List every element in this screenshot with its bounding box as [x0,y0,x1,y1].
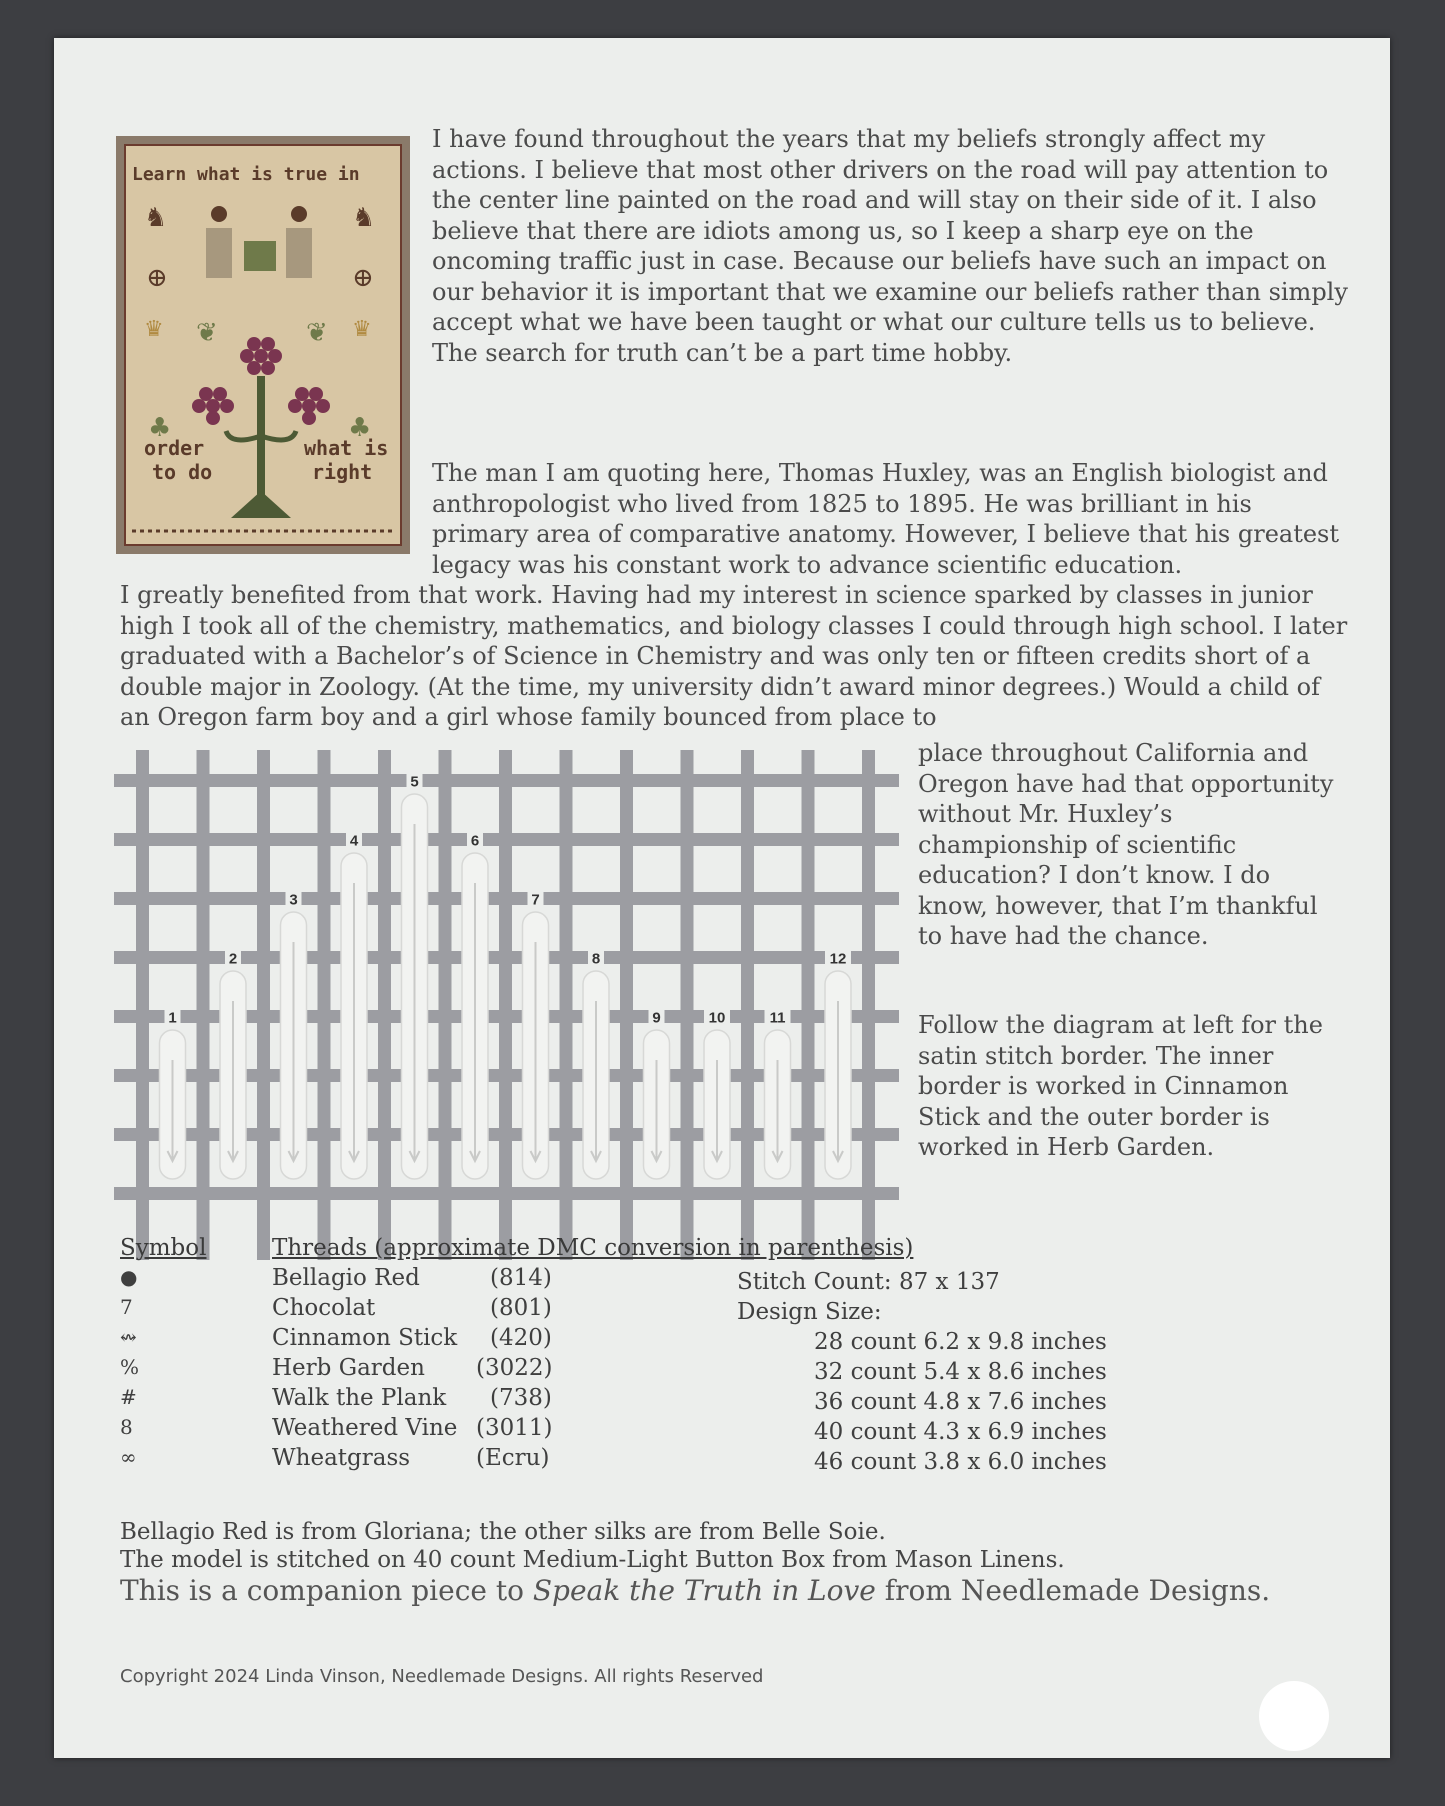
design-size-row: 32 count 5.4 x 8.6 inches [814,1359,1107,1385]
design-size-row: 28 count 6.2 x 9.8 inches [814,1329,1107,1355]
grid-column [620,750,633,1260]
sampler-word-whatis: what is [304,436,389,460]
thread-dmc: (3011) [476,1415,553,1441]
thread-name: Wheatgrass [272,1445,411,1471]
sampler-word-order: order [144,436,205,460]
sampler-photo [116,136,410,554]
thread-dmc: (814) [490,1265,552,1291]
paragraph-beliefs: I have found throughout the years that my beliefs strongly affect my actions. I believe that most other drivers on the road will pay attention to the center line painted on the road and will stay on their side of it. I also believe that there are idiots among us, so I keep a sharp eye on the oncoming traffic just in case. Because our beliefs have such an impact on our behavior it is important that we examine our beliefs rather than simply accept what we have been taught or what our culture tells us to believe. The search for truth can’t be a part time hobby. [432,125,1348,367]
paragraph-huxley: The man I am quoting here, Thomas Huxley, was an English biologist and anthropologist who lived from 1825 to 1895. He was brilliant in his primary area of comparative anatomy. However, I believe that his greatest legacy was his constant work to advance scientific education. [432,459,1340,579]
svg-text:⊕: ⊕ [146,263,168,293]
svg-text:♣: ♣ [348,413,372,443]
paragraph-opportunity: place throughout California and Oregon have had that opportunity without Mr. Huxley’s championship of scientific education? I don’t know. I do know, however, that I’m thankful to have had the chance. [918,739,1334,950]
sampler-word-todo: to do [152,460,213,484]
stitch-number: 6 [470,832,480,850]
sampler-motifs [126,146,400,544]
pattern-page [54,38,1390,1758]
grid-column [136,750,149,1260]
grid-row [114,774,899,787]
stitch-number: 8 [591,950,601,968]
grid-column [257,750,270,1260]
svg-text:⊕: ⊕ [352,263,374,293]
paragraph-diagram-instructions: Follow the diagram at left for the satin stitch border. The inner border is worked in Cinnamon Stick and the outer border is worked in Herb Garden. [918,1011,1323,1161]
svg-text:♛: ♛ [352,317,372,342]
satin-stitch-diagram [114,750,904,1270]
thread-symbol: % [120,1355,140,1379]
thread-name: Cinnamon Stick [272,1325,458,1351]
symbol-header: Symbol [120,1235,207,1261]
model-note: The model is stitched on 40 count Medium-Light Button Box from Mason Linens. [120,1547,1065,1573]
silks-note: Bellagio Red is from Gloriana; the other silks are from Belle Soie. [120,1519,886,1545]
stitch-number: 3 [289,891,298,909]
sampler-fabric [124,144,402,546]
thread-symbol: # [120,1385,137,1409]
thread-symbol: 8 [120,1415,133,1439]
design-size-row: 36 count 4.8 x 7.6 inches [814,1389,1107,1415]
thread-dmc: (3022) [476,1355,553,1381]
stitch-number: 5 [410,773,419,791]
materials-notes [120,1518,1320,1608]
stitch-number: 10 [708,1009,726,1027]
threads-header: Threads (approximate DMC conversion in parenthesis) [272,1235,914,1261]
grid-column [741,750,754,1260]
design-size-label: Design Size: [737,1299,882,1325]
stitch-number: 2 [228,950,238,968]
thread-symbol: ● [120,1265,138,1289]
svg-text:♞: ♞ [144,203,168,233]
stitch-number: 7 [531,891,540,909]
grid-column [499,750,512,1260]
stitch-count: Stitch Count: 87 x 137 [737,1269,1000,1295]
stitch-grid [114,750,904,1270]
stitch-number: 1 [168,1009,177,1027]
design-size-row: 40 count 4.3 x 6.9 inches [814,1419,1107,1445]
svg-text:♣: ♣ [148,413,172,443]
overlay-dot [1259,1681,1329,1751]
thread-dmc: (Ecru) [476,1445,550,1471]
grid-row [114,892,899,905]
stitch-number: 11 [769,1009,786,1027]
companion-note [120,1574,1320,1608]
stitch-number: 4 [349,832,359,850]
svg-text:♞: ♞ [352,203,376,233]
stitch-number: 9 [652,1009,661,1027]
thread-name: Bellagio Red [272,1265,420,1291]
design-size-row: 46 count 3.8 x 6.0 inches [814,1449,1107,1475]
grid-column [439,750,452,1260]
thread-name: Weathered Vine [272,1415,458,1441]
sampler-motto-top: Learn what is true in [132,164,360,185]
thread-symbol: ↭ [120,1325,137,1349]
svg-text:❦: ❦ [306,318,328,348]
grid-column [318,750,331,1260]
grid-row [114,833,899,846]
grid-column [560,750,573,1260]
sampler-word-right: right [312,460,373,484]
grid-column [862,750,875,1260]
stitch-number: 12 [829,950,847,968]
svg-text:♛: ♛ [144,317,164,342]
companion-text-start: This is a companion piece to [120,1574,533,1607]
thread-dmc: (420) [490,1325,552,1351]
grid-column [681,750,694,1260]
svg-text:❦: ❦ [196,318,218,348]
grid-column [378,750,391,1260]
thread-name: Walk the Plank [272,1385,447,1411]
thread-dmc: (801) [490,1295,552,1321]
thread-name: Chocolat [272,1295,376,1321]
thread-dmc: (738) [490,1385,552,1411]
copyright-notice: Copyright 2024 Linda Vinson, Needlemade Designs. All rights Reserved [120,1666,764,1687]
paragraph-education: I greatly benefited from that work. Having had my interest in science sparked by classes in junior high I took all of the chemistry, mathematics, and biology classes I could through high school. I later graduated with a Bachelor’s of Science in Chemistry and was only ten or fifteen credits short of a double major in Zoology. (At the time, my university didn’t award minor degrees.) Would a child of an Oregon farm boy and a girl whose family bounced from place to [120,581,1348,731]
threads-legend [120,1235,1320,1535]
thread-symbol: 7 [120,1295,133,1319]
grid-row [114,1187,899,1200]
grid-column [802,750,815,1260]
grid-column [197,750,210,1260]
companion-text-end: from Needlemade Designs. [875,1574,1271,1607]
thread-name: Herb Garden [272,1355,425,1381]
thread-symbol: ∞ [120,1445,137,1469]
companion-title: Speak the Truth in Love [532,1574,876,1607]
